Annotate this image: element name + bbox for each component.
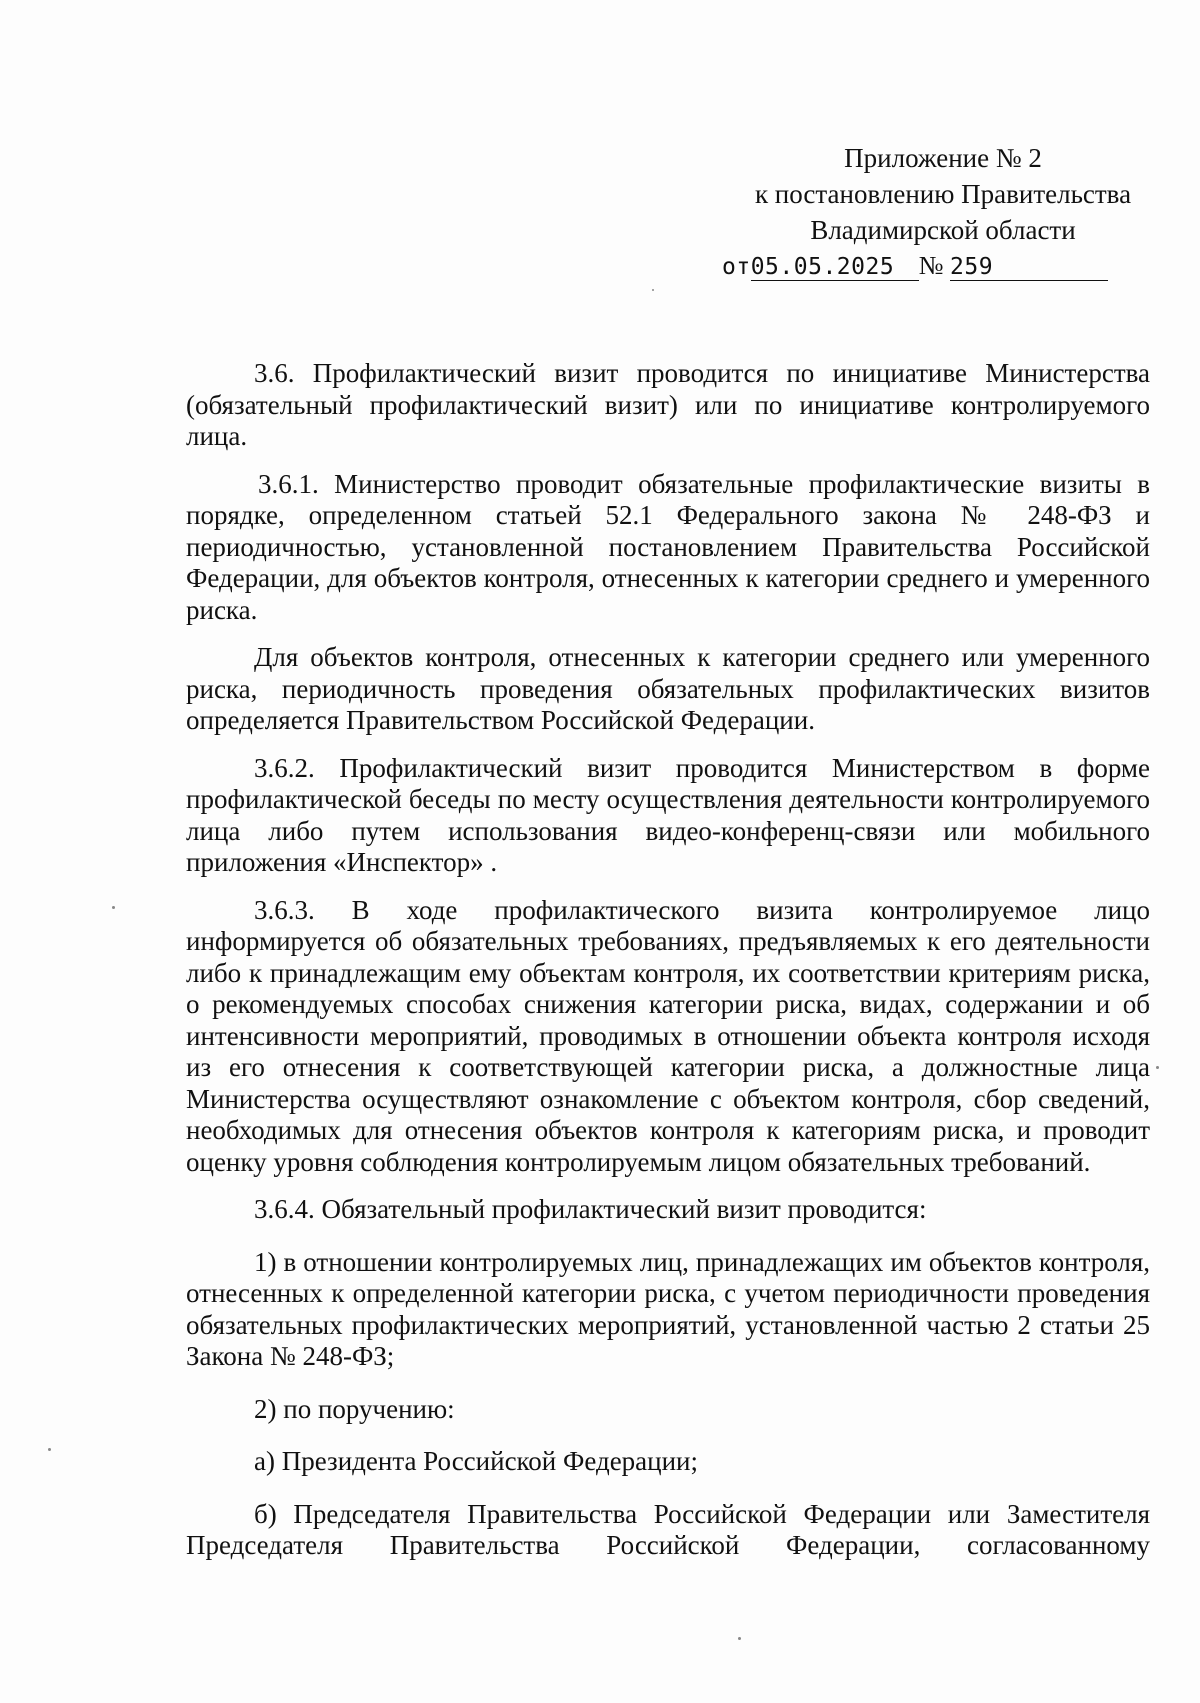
paragraph-3-6-2: 3.6.2. Профилактический визит проводится Министерством в форме профилактической беседы по месту осуществления деятельности контролируемого лица либо путем использования видео-конференц-связи или мобильного приложения «Инспектор» .	[186, 752, 1150, 877]
list-item-2b: б) Председателя Правительства Российской Федерации или Заместителя Председателя Правительства Российской Федерации, согласованному	[186, 1498, 1150, 1560]
scan-speck	[48, 1448, 51, 1451]
scan-speck	[1156, 1066, 1159, 1069]
number-sign: №	[918, 251, 944, 280]
paragraph-3-6-4: 3.6.4. Обязательный профилактический визит проводится:	[254, 1194, 927, 1224]
paragraph-3-6-1: 3.6.1. Министерство проводит обязательные профилактические визиты в порядке, определенном статьей 52.1 Федерального закона № 248-ФЗ и периодичностью, установленной постановлением Правительства Российской Федерации, для объектов контроля, отнесенных к категории среднего и умеренного риска.	[186, 468, 1150, 625]
paragraph-3-6-1-note: Для объектов контроля, отнесенных к категории среднего или умеренного риска, периодичность проведения обязательных профилактических визитов определяется Правительством Российской Федерации.	[186, 642, 1150, 735]
document-body	[186, 358, 1150, 1576]
list-item-2: 2) по поручению:	[254, 1393, 455, 1424]
document-number: 259	[950, 254, 1108, 281]
list-item-2a: а) Президента Российской Федерации;	[254, 1446, 699, 1476]
document-date: 05.05.2025	[751, 254, 919, 281]
scan-speck	[738, 1637, 741, 1640]
list-item-1: 1) в отношении контролируемых лиц, принадлежащих им объектов контроля, отнесенных к определенной категории риска, с учетом периодичности проведения обязательных профилактических мероприятий, установленной частью 2 статьи 25 Закона № 248-ФЗ;	[186, 1246, 1150, 1371]
appendix-reference: к постановлению Правительства	[754, 179, 1132, 209]
appendix-header	[722, 140, 1158, 285]
scan-speck	[112, 906, 115, 909]
paragraph-3-6-3: 3.6.3. В ходе профилактического визита контролируемое лицо информируется об обязательных требованиях, предъявляемых к его деятельности либо к принадлежащим ему объектам контроля, их соответствии критериям риска, о рекомендуемых способах снижения категории риска, видах, содержании и об интенсивности мероприятий, проводимых в отношении объекта контроля исходя из его отнесения к соответствующей категории риска, а должностные лица Министерства осуществляют ознакомление с объектом контроля, сбор сведений, необходимых для отнесения объектов контроля к категориям риска, и проводит оценку уровня соблюдения контролируемым лицом обязательных требований.	[186, 894, 1150, 1177]
appendix-title: Приложение № 2	[844, 143, 1042, 173]
appendix-region: Владимирской области	[810, 215, 1076, 245]
date-prefix: от	[722, 254, 751, 280]
paragraph-3-6: 3.6. Профилактический визит проводится по инициативе Министерства (обязательный профилактический визит) или по инициативе контролируемого лица.	[186, 358, 1150, 451]
scan-speck	[652, 289, 654, 291]
appendix-date-line	[720, 248, 1158, 285]
